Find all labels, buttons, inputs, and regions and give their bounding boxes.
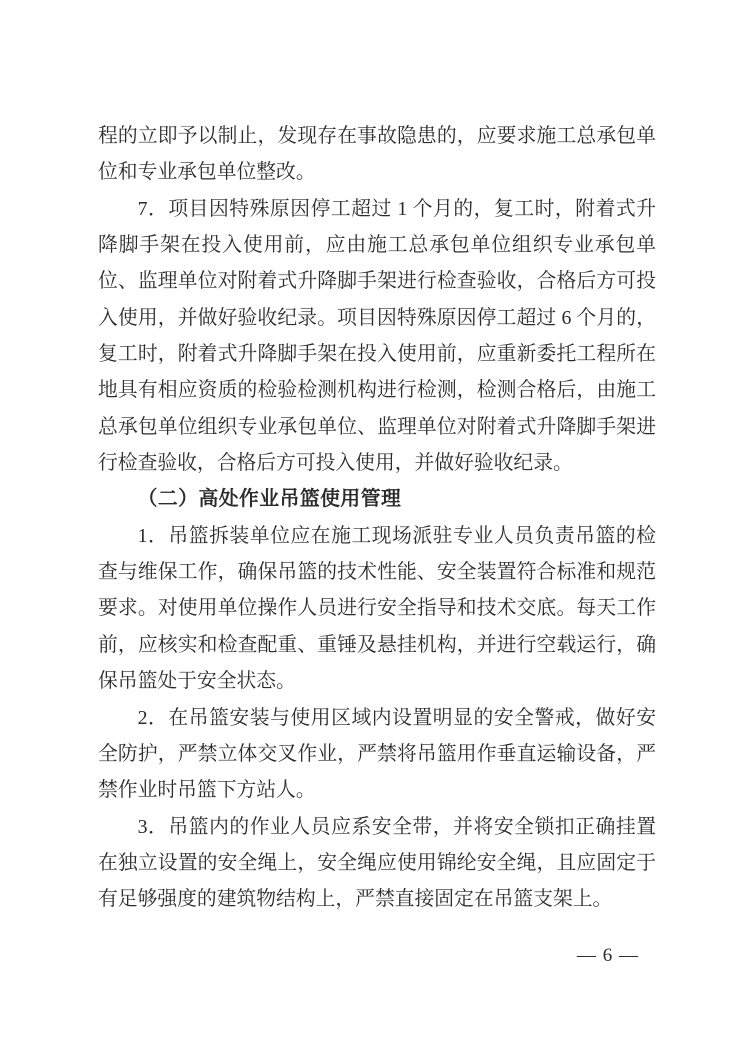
paragraph-continuation: 程的立即予以制止，发现存在事故隐患的，应要求施工总承包单位和专业承包单位整改。 (98, 125, 656, 184)
paragraph-item-3: 3．吊篮内的作业人员应系安全带，并将安全锁扣正确挂置在独立设置的安全绳上，安全绳应使用锦纶安全绳，且应固定于有足够强度的建筑物结构上，严禁直接固定在吊篮支架上。 (98, 815, 656, 911)
section-heading: （二）高处作业吊篮使用管理 (137, 488, 402, 511)
document-body (98, 118, 656, 918)
paragraph-item-1: 1．吊篮拆装单位应在施工现场派驻专业人员负责吊篮的检查与维保工作，确保吊篮的技术性能、安全装置符合标准和规范要求。对使用单位操作人员进行安全指导和技术交底。每天工作前，应核实和检查配重、重锤及悬挂机构，并进行空载运行，确保吊篮处于安全状态。 (98, 524, 656, 693)
paragraph-item-7: 7．项目因特殊原因停工超过 1 个月的，复工时，附着式升降脚手架在投入使用前，应由施工总承包单位组织专业承包单位、监理单位对附着式升降脚手架进行检查验收，合格后方可投入使用，并做好验收纪录。项目因特殊原因停工超过 6 个月的，复工时，附着式升降脚手架在投入使用前，应重新委托工程所在地具有相应资质的检验检测机构进行检测，检测合格后，由施工总承包单位组织专业承包单位、监理单位对附着式升降脚手架进行检查验收，合格后方可投入使用，并做好验收纪录。 (98, 197, 656, 475)
page-number: — 6 — (577, 945, 639, 966)
paragraph-item-2: 2．在吊篮安装与使用区域内设置明显的安全警戒，做好安全防护，严禁立体交叉作业，严禁将吊篮用作垂直运输设备，严禁作业时吊篮下方站人。 (98, 706, 656, 802)
